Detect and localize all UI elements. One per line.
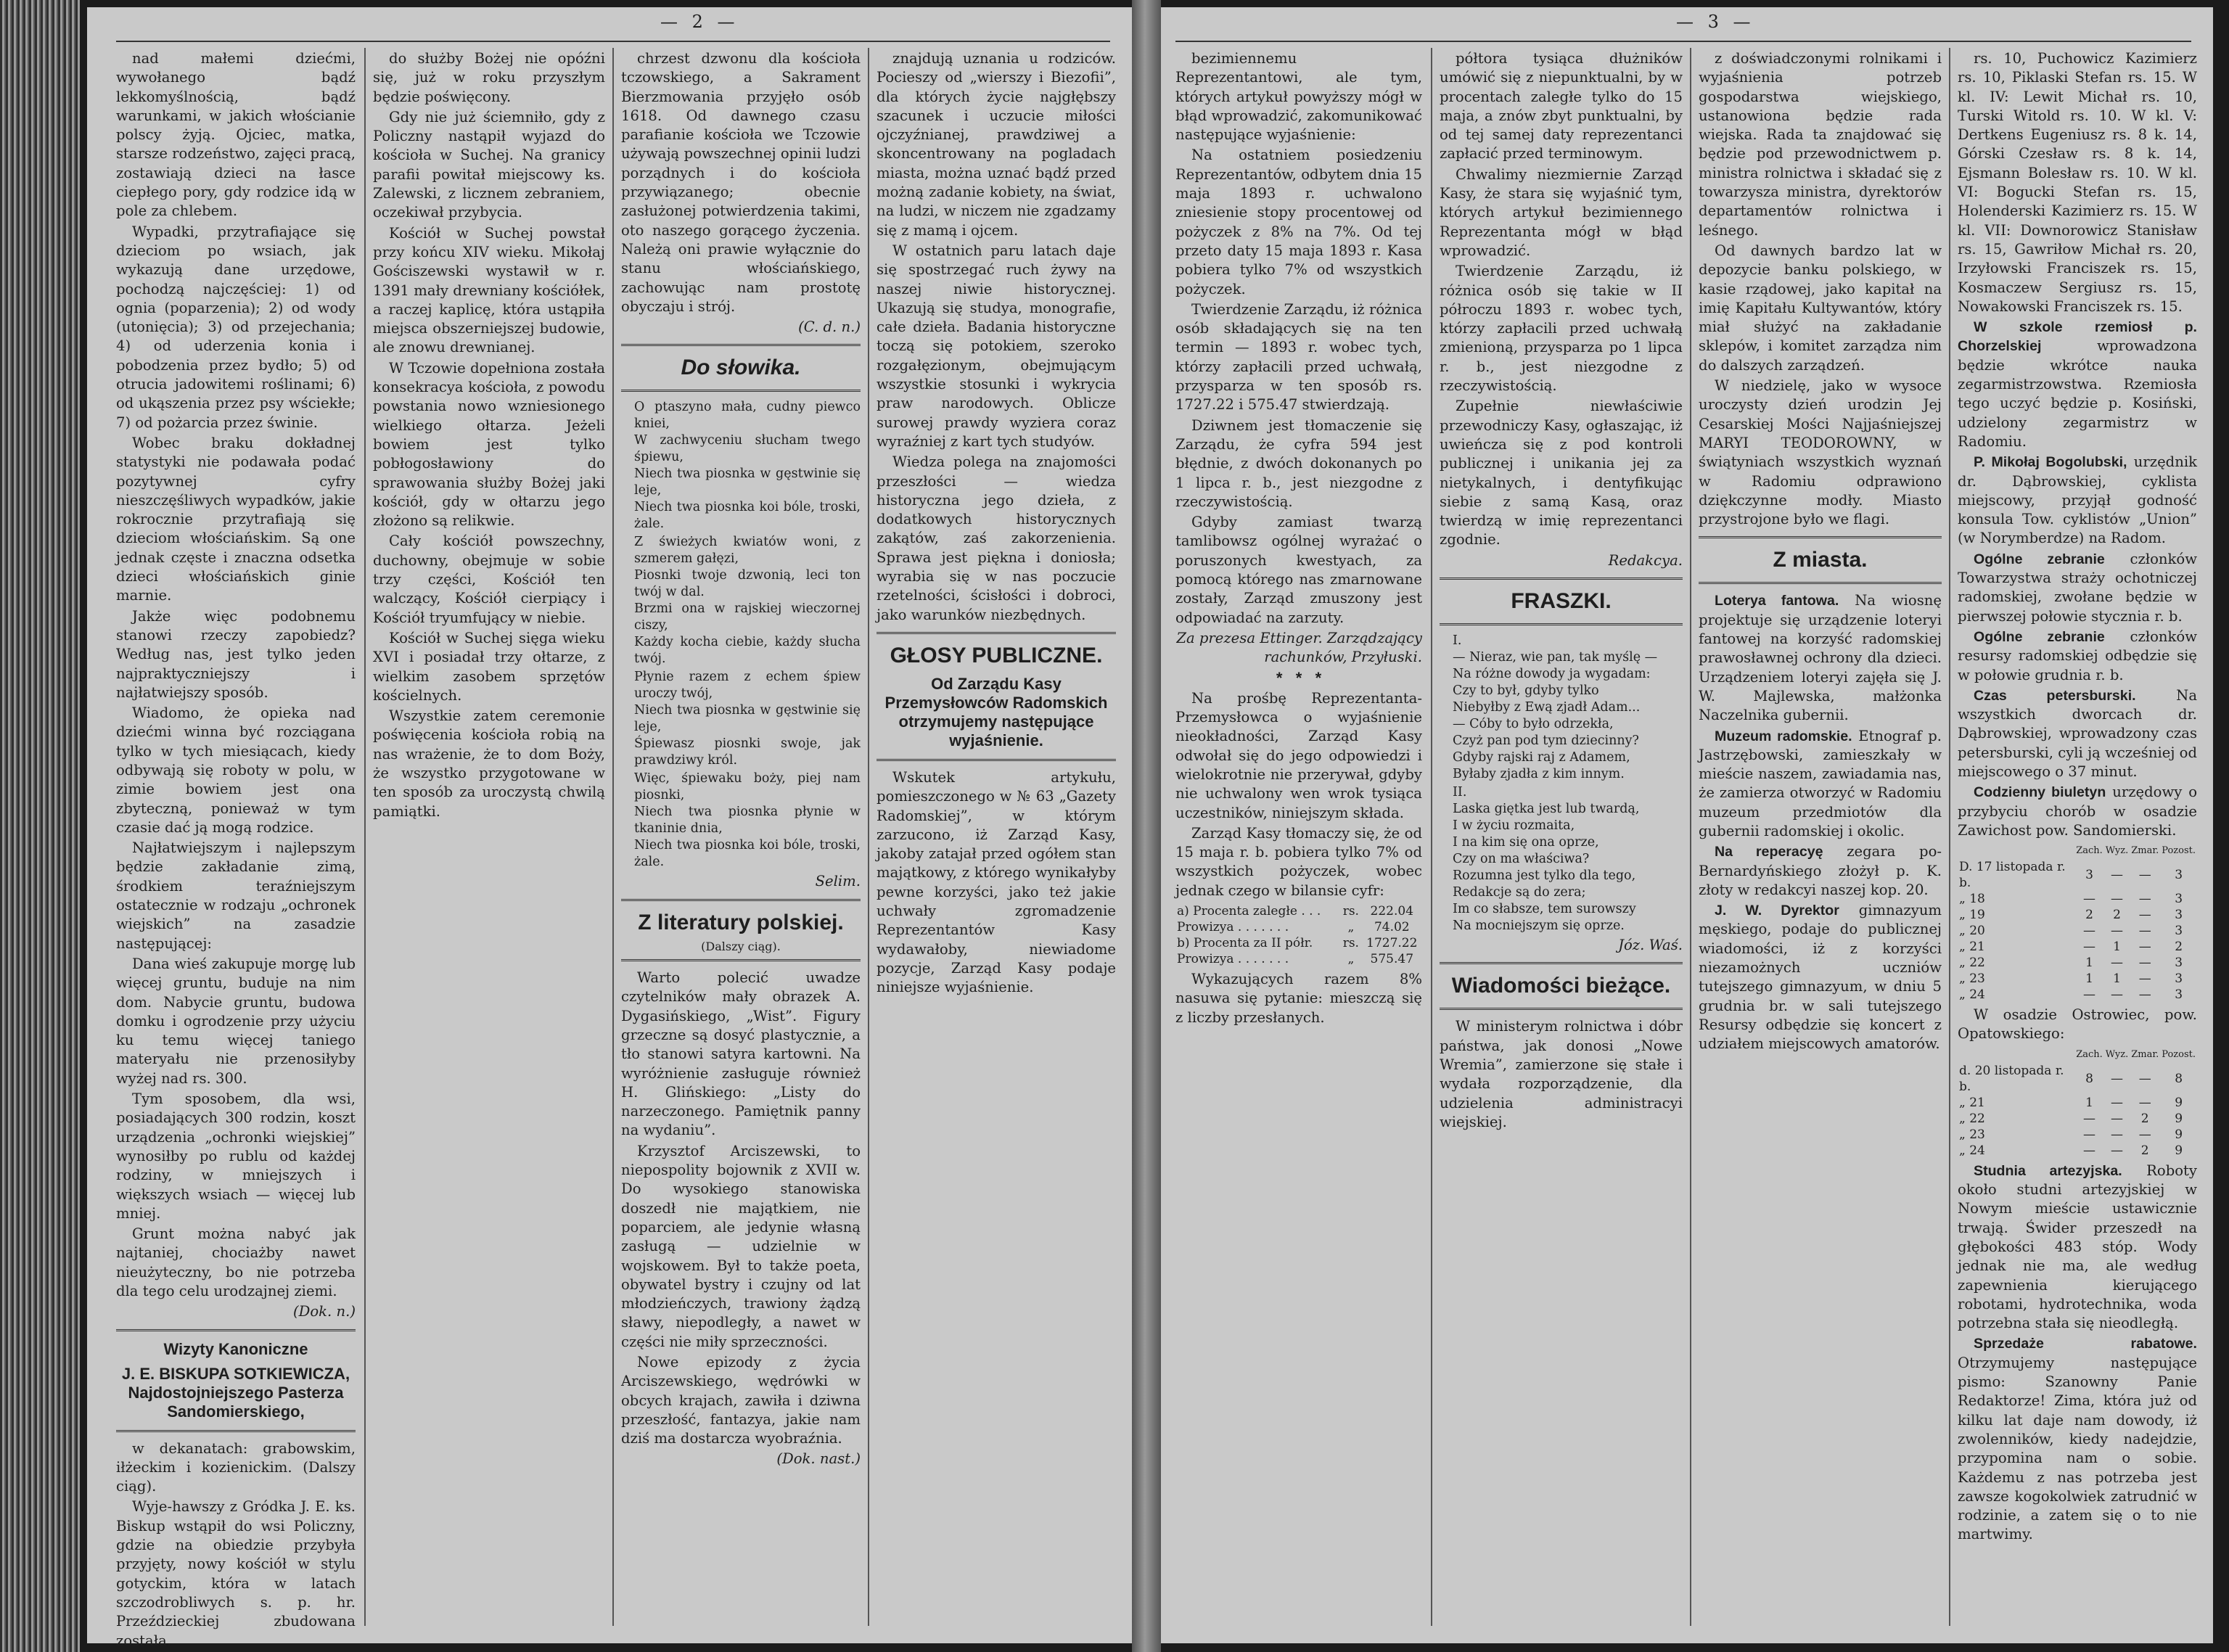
ledger-currency: „ xyxy=(1347,920,1355,935)
table-cell: 8 xyxy=(2175,1071,2183,1086)
table-cell: 1 xyxy=(2113,971,2121,987)
table-cell: — xyxy=(2111,868,2123,883)
table-cell: — xyxy=(2083,940,2095,955)
table-cell: 1 xyxy=(2085,1095,2093,1110)
paragraph xyxy=(1958,1334,2197,1544)
table-cell: 3 xyxy=(2175,868,2183,883)
table-cell: D. 17 listopada r. b. xyxy=(1959,860,2066,891)
column-rule xyxy=(612,48,614,1626)
page-number: — 3 — xyxy=(1676,12,1755,32)
paragraph xyxy=(1699,901,1942,1053)
table-cell: 2 xyxy=(2113,908,2121,923)
paragraph: Jakże więc podobnemu stanowi rzeczy zapobiedz? Według nas, jest tylko jeden najpraktyczniejszy i najłatwiejszy sposób. xyxy=(116,607,356,701)
table-row xyxy=(1958,907,2197,923)
literature-header xyxy=(621,899,861,961)
table-cell: 1 xyxy=(2085,956,2093,971)
table-cell: — xyxy=(2138,940,2151,955)
right-column-4 xyxy=(1958,49,2197,1629)
table-cell: 3 xyxy=(2175,987,2183,1003)
table-cell: 3 xyxy=(2175,892,2183,907)
lead-in: Codzienny biuletyn xyxy=(1974,784,2106,801)
paragraph: Cały kościół powszechny, duchowny, obejmuje w sobie trzy części, Kościół ten walczący, Kościół cierpiący i Kościół tryumfujący w niebie. xyxy=(373,533,605,626)
paragraph: Wiedza polega na znajomości przeszłości — wiedza historyczna jego dzieła, z dodatkowych historycznych zakątów, zaś zakorzenienia. Sprawa jest piękna i doniosła; wyrabia się w nas poczucie rzetelności, ścisłości i dobroci, jako warunków niezbędnych. xyxy=(877,453,1116,623)
table-cell: d. 20 listopada r. b. xyxy=(1959,1063,2064,1094)
table-cell: „ 20 xyxy=(1959,924,1985,939)
table-cell: 3 xyxy=(2175,956,2183,971)
header-rule xyxy=(1175,41,2191,42)
table-row xyxy=(1958,987,2197,1003)
table-cell: „ 23 xyxy=(1959,971,1985,987)
table-cell: 2 xyxy=(2140,1111,2149,1126)
ledger-label: b) Procenta za II półr. xyxy=(1177,936,1313,951)
left-column-2 xyxy=(373,49,605,1629)
body-text: członków resursy radomskiej odbędzie się w połowie grudnia r. b. xyxy=(1958,628,2197,683)
table-cell: 3 xyxy=(2085,868,2093,883)
table-cell: — xyxy=(2083,924,2095,939)
page-number: — 2 — xyxy=(660,12,739,32)
paragraph: Tym sposobem, dla wsi, posiadających 300 rodzin, koszt urządzenia „ochronki wiejskiej” wynosiłby po rublu od każdej rodziny, w mniejszych i większych wsiach — więcej lub mniej. xyxy=(116,1090,356,1222)
paragraph xyxy=(1699,591,1942,725)
table-row xyxy=(1175,935,1422,951)
right-column-1 xyxy=(1175,49,1422,1629)
table-cell: — xyxy=(2111,956,2123,971)
section-title: FRASZKI. xyxy=(1511,589,1612,614)
table-header-row xyxy=(1958,843,2197,859)
paragraph: Gdyby zamiast twarzą tamlibowsz ogólnej wyrażać o poruszonych kwestyach, za pomocą którego nas zmarnowane zostały, Zarząd zmuszony jest odpowiadać na zarzuty. xyxy=(1175,514,1422,626)
table-cell: „ 21 xyxy=(1959,940,1985,955)
ledger-currency: rs. xyxy=(1342,904,1359,919)
left-page xyxy=(87,7,1132,1649)
signature: Redakcya. xyxy=(1608,551,1683,569)
table-cell: „ 18 xyxy=(1959,892,1985,907)
paragraph: Gdy nie już ściemniło, gdy z Policzny nastąpił wyjazd do kościoła w Suchej. Na granicy parafii powitał miejscowy ks. Zalewski, z licznem zebraniem, oczekiwał przybycia. xyxy=(373,108,605,221)
lead-in: Ogólne zebranie xyxy=(1974,628,2105,645)
table-cell: — xyxy=(2111,924,2123,939)
table-row xyxy=(1175,903,1422,919)
lead-in: Na reperacyę xyxy=(1715,844,1823,860)
table-cell: 2 xyxy=(2140,1143,2149,1158)
table-cell: — xyxy=(2111,1111,2123,1126)
signature: Józ. Waś. xyxy=(1618,937,1683,954)
paragraph: Wypadki, przytrafiające się dzieciom po wsiach, jak wykazują dane urzędowe, pochodzą najczęściej: 1) od ognia (poparzenia); 2) od wody (utonięcia); 3) od przejechania; 4) od uderzenia konia i pobodzenia przez bydło; 5) od otrucia jadowitemi roślinami; 6) od ukąszenia przez psy wściekłe; 7) od pożarcia przez świnie. xyxy=(116,223,356,431)
poem-stanza: I. — Nieraz, wie pan, tak myślę — Na różne dowody ja wygadam: Czy to był, gdyby tylko Niebyłby z Ewą zjadł Adam... — Cóby to było odrzekła, Czyż pan pod tym dziecinny? Gdyby rajski raj z Adamem, Byłaby zjadła z kim innym. xyxy=(1453,633,1658,782)
lead-in: Czas petersburski. xyxy=(1974,687,2136,704)
section-title: Z literatury polskiej. xyxy=(638,910,844,934)
body-text: urzędowy o przybyciu chorób w osadzie Zawichost pow. Sandomierski. xyxy=(1958,784,2197,839)
paragraph xyxy=(1958,453,2197,548)
table-cell: — xyxy=(2083,892,2095,907)
paragraph: W osadzie Ostrowiec, pow. Opatowskiego: xyxy=(1958,1006,2197,1043)
paragraph: Wobec braku dokładnej statystyki nie podawała podać pozytywnej cyfry nieszczęśliwych wypadków, jakie rokrocznie przytrafiają się dzieciom włościańskim. Są one jednak częste i znaczna odsetka dzieci włościańskich ginie marnie. xyxy=(116,434,356,604)
table-header-row xyxy=(1958,1047,2197,1063)
table-header-cell: Wyz. xyxy=(2105,845,2129,857)
table-cell: — xyxy=(2138,1071,2151,1086)
body-text: Etnograf p. Jastrzębowski, zamieszkały w mieście naszem, zawiadamia nas, że zamierza otworzyć w Radomiu muzeum przedmiotów dla gubernii radomskiej i okolic. xyxy=(1699,727,1942,839)
paragraph xyxy=(1958,628,2197,685)
paragraph: Wskutek artykułu, pomieszczonego w № 63 „Gazety Radomskiej”, w którym zarzucono, iż Zarząd Kasy, jakoby zatajał przed ogółem stan majątkowy, z którego wynikałyby pewne korzyści, jako też jakie uchwały zgromadzenie Reprezentantów Kasy wydawałoby, niewiadome pozycje, Zarząd Kasy podaje niniejsze wyjaśnienie. xyxy=(877,768,1116,996)
signature: (Dok. n.) xyxy=(293,1303,356,1320)
body-text: wprowadzona będzie wkrótce nauka zegarmistrzowstwa. Rzemiosła tego uczyć będzie p. Kosiński, udzielony zegarmistrz w Radomiu. xyxy=(1958,337,2197,450)
lead-in: Muzeum radomskie. xyxy=(1715,728,1852,744)
table-cell: — xyxy=(2111,1127,2123,1142)
table-cell: — xyxy=(2138,908,2151,923)
header-rule xyxy=(116,41,1110,42)
paragraph: bezimiennemu Reprezentantowi, ale tym, których artykuł powyższy mógł w błąd wprowadzić, zakomunikować następujące wyjaśnienie: xyxy=(1175,50,1422,144)
paragraph: Twierdzenie Zarządu, iż różnica osób się takie w II półroczu 1893 r. wobec tych, którzy zapłacili przed uchwałą zmienioną, przysparza po 1 lipca r. b., jest niezgodne z rzeczywistością. xyxy=(1440,263,1683,395)
ledger-label: a) Procenta zaległe . . . xyxy=(1177,904,1321,919)
paragraph: Zupełnie niewłaściwie przewodniczy Kasy, ogłaszając, iż uwieńcza się z pod kontroli publicznej i unikania jej za nietykalnych, i dentyfikując siebie z samą Kasą, oraz twierdzą w imię reprezentanci zgodnie. xyxy=(1440,398,1683,548)
right-column-2 xyxy=(1440,49,1683,1629)
table-row xyxy=(1958,955,2197,971)
paragraph: Krzysztof Arciszewski, to niepospolity bojownik z XVII w. Do wysokiego stanowiska doszedł nie majątkiem, nie poparciem, ale jedynie własną zasługą — udzielnie w wojskowem. Był to także poeta, obywatel bystry i czujny od lat młodzieńczych, trawiony żądzą sławy, niepodległy, a nawet w części nie miły sprzeczności. xyxy=(621,1142,861,1350)
paragraph: Twierdzenie Zarządu, iż różnica osób składających się na ten termin — 1893 r. wobec tych, którzy zapłacili przed uchwałą, przysparza w ten sposób rs. 1727.22 i 575.47 stwierdzają. xyxy=(1175,300,1422,414)
fraszki-header xyxy=(1440,578,1683,625)
table-row xyxy=(1958,971,2197,987)
section-title: Wizyty Kanoniczne xyxy=(163,1339,308,1358)
table-cell: — xyxy=(2138,924,2151,939)
table-header-cell xyxy=(1958,1047,2074,1063)
table-cell: — xyxy=(2138,1095,2151,1110)
ledger-value: 74.02 xyxy=(1374,920,1410,935)
table-cell: „ 24 xyxy=(1959,1143,1985,1158)
table-cell: — xyxy=(2138,892,2151,907)
body-text: Roboty około studni artezyjskiej w Nowym mieście ustawicznie trwają. Świder przeszedł na głębokości 483 stóp. Wody jednak nie ma, ale według zapewnienia kierującego robotami, hydrotechnika, woda potrzebna stała się nieodległą. xyxy=(1958,1162,2197,1332)
poem-stanza: Płynie razem z echem śpiew uroczy twój, Niech twa piosnka w gęstwinie się leje, Śpiewasz piosnki swoje, jak prawdziwy król. xyxy=(634,670,861,768)
paragraph: Na prośbę Reprezentanta-Przemysłowca o wyjaśnienie nieokładności, Zarząd Kasy odwołał się do jego odpowiedzi i wielokrotnie nie przerywał, gdyby nie uchwalony wen wrok tysiąca uczestników, niniejszym składa. xyxy=(1175,689,1422,821)
table-cell: — xyxy=(2111,1143,2123,1158)
public-voices-header xyxy=(877,632,1116,761)
paragraph: Wszystkie zatem ceremonie poświęcenia kościoła robią na nas wrażenie, że to dom Boży, że wszystko przygotowane w ten sposób za uroczystą chwilą pamiątki. xyxy=(373,707,605,820)
body-text: członków Towarzystwa straży ochotniczej radomskiej, zwołane będzie w pierwszej połowie stycznia r. b. xyxy=(1958,550,2197,625)
paragraph: znajdują uznania u rodziców. Pocieszy od „wierszy i Biezofii”, dla których życie najgłębszy szacunek i uczucie miłości ojczyźnianej, prawdziwej a skoncentrowany na pogladach miasta, można uznać bądź przed możną zadanie kobiety, na świat, na ludzi, w niczem nie zgadzamy się z mamą i ojcem. xyxy=(877,50,1116,239)
lead-in: Studnia artezyjska. xyxy=(1974,1162,2122,1179)
paragraph xyxy=(1958,550,2197,626)
paragraph: Dziwnem jest tłomaczenie się Zarządu, że cyfra 594 jest błędnie, z dwóch dokonanych po 1 lipca r. b., jest niezgodne z rzeczywistością. xyxy=(1175,416,1422,510)
table-row xyxy=(1958,1143,2197,1159)
poem-stanza: II. Laska giętka jest lub twardą, I w życiu rozmaita, I na kim się ona oprze, Czy on ma właściwa? Rozumna jest tylko dla tego, Redakcje są do zera; Im co słabsze, tem surowszy Na mocniejszym się oprze. xyxy=(1453,785,1640,934)
left-column-3 xyxy=(621,49,861,1629)
table-cell: 8 xyxy=(2085,1071,2093,1086)
table-header-cell: Zach. xyxy=(2076,1048,2103,1060)
left-column-4 xyxy=(877,49,1116,1629)
poem-header xyxy=(621,344,861,392)
table-cell: 3 xyxy=(2175,908,2183,923)
table-header-cell: Zmar. xyxy=(2131,1048,2159,1060)
paragraph: Dana wieś zakupuje morgę lub więcej gruntu, buduje na nim dom. Nabycie gruntu, budowa domku i ogrodzenie przy użyciu ku temu więcej taniego materyału nie przenosiłyby wyżej nad rs. 300. xyxy=(116,955,356,1087)
poem-stanza: Więc, śpiewaku boży, piej nam piosnki, Niech twa piosnka płynie w tkaninie dnia, Niech twa piosnka koi bóle, troski, żale. xyxy=(634,771,861,870)
table-cell: — xyxy=(2111,987,2123,1003)
table-cell: „ 22 xyxy=(1959,1111,1985,1126)
body-text: gimnazyum męskiego, podaje do publicznej wiadomości, iż z korzyści niezamożnych uczniów tutejszego gimnazyum, w dniu 5 grudnia br. w sali tutejszego Resursy odbędzie się koncert z udziałem miejscowych amatorów. xyxy=(1699,902,1942,1053)
section-title: GŁOSY PUBLICZNE. xyxy=(890,643,1103,667)
table-cell: — xyxy=(2138,987,2151,1003)
paragraph: z doświadczonymi rolnikami i wyjaśnienia potrzeb gospodarstwa wiejskiego, ustanowiona będzie rada wiejska. Rada ta znajdować się będzie pod przewodnictwem p. ministra rolnictwa i składać się z towarzysza ministra, dyrektorów departamentów rolnictwa i leśnego. xyxy=(1699,50,1942,239)
lead-in: Ogólne zebranie xyxy=(1974,551,2105,567)
paragraph: półtora tysiąca dłużników umówić się z niepunktualni, by w procentach zaległe tylko do 15 maja, a znów zbyt punktualni, by od tej samej daty reprezentanci zapłacić przed terminowym. xyxy=(1440,50,1683,163)
right-column-3 xyxy=(1699,49,1942,1629)
cholera-table-zawichost xyxy=(1958,843,2197,1003)
table-cell: „ 21 xyxy=(1959,1095,1985,1110)
paragraph: rs. 10, Puchowicz Kazimierz rs. 10, Piklaski Stefan rs. 15. W kl. IV: Lewit Michał rs. 10, Turski Witold rs. 10. W kl. V: Dertkens Eugeniusz rs. 8 k. 14, Górski Czesław rs. 8 k. 14, Ejsmann Bolesław rs. 10. W kl. VI: Bogucki Stefan rs. 15, Holenderski Kazimierz rs. 15. W kl. VII: Downorowicz Stanisław rs. 15, Gawriłow Michał rs. 20, Irzyłowski Franciszek rs. 15, Kosmaczew Sergiusz rs. 15, Nowakowski Franciszek rs. 15. xyxy=(1958,50,2197,315)
paragraph xyxy=(1958,318,2197,451)
table-cell: 9 xyxy=(2175,1095,2183,1110)
paragraph: Od dawnych bardzo lat w depozycie banku polskiego, w kasie rządowej, jako kapitał na imię Kapitału Kultywantów, który miał służyć na zakładanie sklepów, i komitet zarządza nim do dalszych zarządzeń. xyxy=(1699,242,1942,374)
table-row xyxy=(1958,1063,2197,1095)
body-text: Na wszystkich dworcach dr. Dąbrowskiej, wprowadzony czas petersburski, cyli ją wcześniej od miejscowego o 37 minut. xyxy=(1958,686,2197,780)
ledger-value: 575.47 xyxy=(1370,952,1414,967)
paragraph: Warto polecić uwadze czytelników mały obrazek A. Dygasińskiego, „Wist”. Figury grzeczne są dosyć plastycznie, a tło stanowi satyra kartowni. Na wyróżnienie zasługuje również H. Glińskiego: „Listy do narzeczonego. Pamiętnik panny na wydaniu”. xyxy=(621,969,861,1139)
city-header xyxy=(1699,536,1942,584)
paragraph: W niedzielę, jako w wysoce uroczysty dzień urodzin Jej Cesarskiej Mości Najjaśniejszej MARYI TEODOROWNY, w świątyniach wszystkich wyznań w Radomiu odprawiono dziękczynne modły. Miasto przystrojone było we flagi. xyxy=(1699,377,1942,528)
table-row xyxy=(1958,891,2197,907)
signature: Za prezesa Ettinger. Zarządzający rachunków, Przyłuski. xyxy=(1176,629,1422,666)
paragraph: do służby Bożej nie opóźni się, już w roku przyszłym będzie poświęcony. xyxy=(373,50,605,105)
paragraph: Nowe epizody z życia Arciszewskiego, wędrówki w obcych krajach, zawiła i dziwna przeszłość, fantazya, jakie nam dziś ma dostarcza wyobraźnia. xyxy=(621,1353,861,1447)
table-cell: 9 xyxy=(2175,1143,2183,1158)
paragraph: nad małemi dziećmi, wywołanego bądź lekkomyślnością, bądź warunkami, w jakich włościanie polscy żyją. Ojciec, matka, starsze rodzeństwo, zajęci pracą, zostawiają dzieci na łasce ciepłego pory, gdy rodzice idą w pole za chlebem. xyxy=(116,50,356,220)
column-rule xyxy=(364,48,366,1626)
table-cell: 1 xyxy=(2085,971,2093,987)
table-row xyxy=(1175,951,1422,967)
table-cell: — xyxy=(2083,987,2095,1003)
section-title: Wiadomości bieżące. xyxy=(1451,974,1671,998)
table-cell: 3 xyxy=(2175,924,2183,939)
lead-in: Sprzedaże rabatowe. xyxy=(1974,1336,2197,1352)
table-cell: 9 xyxy=(2175,1127,2183,1142)
paragraph: Kościół w Suchej sięga wieku XVI i posiadał trzy ołtarze, z wielkim zasobem sprzętów kościelnych. xyxy=(373,629,605,704)
table-cell: — xyxy=(2111,892,2123,907)
body-text: Na wiosnę projektuje się urządzenie loteryi fantowej na korzyść radomskiej prawosławnej ochrony dla dzieci. Urządzeniem loteryi zajęła się J. W. Majlewska, małżonka Naczelnika gubernii. xyxy=(1699,592,1942,724)
table-row xyxy=(1958,1111,2197,1127)
poem-stanza: O ptaszyno mała, cudny piewco kniei, W zachwyceniu słucham twego śpiewu, Niech twa piosnka w gęstwinie się leje, Niech twa piosnka koi bóle, troski, żale. xyxy=(634,400,861,532)
section-title: Z miasta. xyxy=(1773,548,1868,572)
table-cell: — xyxy=(2138,956,2151,971)
lead-in: W szkole rzemiosł p. Chorzelskiej xyxy=(1958,319,2197,355)
paragraph: Zarząd Kasy tłomaczy się, że od 15 maja r. b. pobiera tylko 7% od wszystkich pożyczek, wobec jednak czego w bilansie cyfr: xyxy=(1175,824,1422,899)
cholera-table-ostrowiec xyxy=(1958,1047,2197,1159)
paragraph: w dekanatach: grabowskim, iłżeckim i kozienickim. (Dalszy ciąg). xyxy=(116,1439,356,1495)
column-rule xyxy=(1949,48,1950,1626)
table-cell: 3 xyxy=(2175,971,2183,987)
paragraph: Chwalimy niezmiernie Zarząd Kasy, że stara się wyjaśnić tym, których artykuł bezimiennego Reprezentanta mógł w błąd wprowadzić. xyxy=(1440,165,1683,259)
paragraph: W Tczowie dopełniona została konsekracya kościoła, z powodu powstania nowo wzniesionego wielkiego ołtarza. Jeżeli bowiem jest tylko pobłogosławiony do sprawowania służby Bożej jaki kościół, gdy w ołtarzu jego złożono są relikwie. xyxy=(373,359,605,530)
visits-header xyxy=(116,1329,356,1432)
paragraph: Wykazujących razem 8% nasuwa się pytanie: mieszczą się z liczby przesłanych. xyxy=(1175,971,1422,1026)
paragraph: Najłatwiejszym i najlepszym będzie zakładanie zimą, środkiem teraźniejszym ostatecznie w rodzaju „ochronek wiejskich” na zasadzie następującej: xyxy=(116,839,356,952)
signature: (Dok. nast.) xyxy=(776,1450,861,1468)
paragraph: chrzest dzwonu dla kościoła tczowskiego, a Sakrament Bierzmowania przyjęło osób 1618. Od dawnego czasu parafianie kościoła we Tczowie używają powszechnej opinii ludzi porządnych i do kościoła przywiązanego; obecnie zasłużonej potwierdzenia takimi, oto naszego gorącego życzenia. Należą oni prawie wyłącznie do stanu włościańskiego, zachowując nam prostotę obyczaju i strój. xyxy=(621,50,861,315)
right-page xyxy=(1161,7,2213,1643)
column-rule xyxy=(868,48,869,1626)
table-cell: „ 23 xyxy=(1959,1127,1985,1142)
asterisks-divider: * * * xyxy=(1276,668,1322,687)
poem-title: Do słowika. xyxy=(681,356,801,380)
table-cell: — xyxy=(2138,1127,2151,1142)
table-cell: — xyxy=(2083,1111,2095,1126)
table-cell: „ 19 xyxy=(1959,908,1985,923)
section-subtitle: Od Zarządu Kasy Przemysłowców Radomskich otrzymujemy następujące wyjaśnienie. xyxy=(884,674,1108,749)
column-rule xyxy=(1690,48,1691,1626)
table-cell: — xyxy=(2138,971,2151,987)
paragraph xyxy=(1699,727,1942,842)
table-cell: 9 xyxy=(2175,1111,2183,1126)
signature: (C. d. n.) xyxy=(798,319,861,336)
table-header-cell: Pozost. xyxy=(2162,845,2196,857)
body-text: urzędnik dr. Dąbrowskiej, cyklista miejscowy, przyjął godność konsula Tow. cyklistów „Union” (w Norymberdze) na Radom. xyxy=(1958,453,2197,547)
ledger-currency: rs. xyxy=(1342,936,1359,951)
table-header-cell: Wyz. xyxy=(2105,1048,2129,1060)
paragraph: Kościół w Suchej powstał przy końcu XIV wieku. Mikołaj Gościszewski wystawił w r. 1391 mały drewniany kościółek, a raczej kaplicę, która ustąpiła miejsca obszerniejszej budowie, ale znowu drewnianej. xyxy=(373,224,605,356)
table-header-cell xyxy=(1958,843,2074,859)
ledger-value: 222.04 xyxy=(1370,904,1414,919)
ledger-currency: „ xyxy=(1347,952,1355,967)
table-cell: — xyxy=(2138,868,2151,883)
table-row xyxy=(1958,859,2197,891)
table-cell: — xyxy=(2111,1095,2123,1110)
table-row xyxy=(1958,1127,2197,1143)
paragraph xyxy=(1958,783,2197,840)
body-text: zegara po-Bernardyńskiego złożył p. K. złoty w redakcyi naszej kop. 20. xyxy=(1699,843,1942,898)
paragraph xyxy=(1699,842,1942,900)
paragraph: Grunt można nabyć jak najtaniej, chociażby nawet nieużyteczny, bo nie potrzeba dla tego celu urodzajnej ziemi. xyxy=(116,1225,356,1299)
table-cell: 2 xyxy=(2085,908,2093,923)
book-gutter xyxy=(1132,0,1161,1652)
table-header-cell: Zach. xyxy=(2076,845,2103,857)
table-cell: „ 22 xyxy=(1959,956,1985,971)
body-text: Otrzymujemy następujące pismo: Szanowny Panie Redaktorze! Zima, która już od kilku lat daje nam dowody, iż zwolenników, kiedy nadejdzie, przypomina nam o sobie. Każdemu z nas potrzeba jest zawsze kogokolwiek zatrudnić w rodzinie, a zatem się o to nie martwimy. xyxy=(1958,1354,2197,1543)
ledger-label: Prowizya . . . . . . . xyxy=(1177,920,1289,935)
book-page-edges xyxy=(0,0,80,1652)
news-header xyxy=(1440,962,1683,1010)
lead-in: Loterya fantowa. xyxy=(1715,593,1839,609)
paragraph xyxy=(1958,1162,2197,1333)
table-cell: 1 xyxy=(2113,940,2121,955)
table-header-cell: Zmar. xyxy=(2131,845,2159,857)
ledger-value: 1727.22 xyxy=(1366,936,1418,951)
table-row xyxy=(1958,1095,2197,1111)
section-subtitle: (Dalszy ciąg). xyxy=(701,939,781,953)
ledger-label: Prowizya . . . . . . . xyxy=(1177,952,1289,967)
lead-in: J. W. Dyrektor xyxy=(1715,903,1839,919)
table-cell: — xyxy=(2083,1127,2095,1142)
paragraph: Wyje-hawszy z Gródka J. E. ks. Biskup wstąpił do wsi Policzny, gdzie na obiedzie przybyła przyjęty, nowy kościół w stylu gotyckim, która w latach szczodrobliwych s. p. hr. Przeździeckiej zbudowana została. xyxy=(116,1498,356,1649)
table-row xyxy=(1175,919,1422,935)
signature: Selim. xyxy=(815,873,861,890)
paragraph: Wiadomo, że opieka nad dziećmi winna być rozciągana tylko w tych miesiącach, kiedy odbywają się roboty w polu, w zimie bowiem jest ona zbyteczną, ponieważ w tym czasie dać ją mogą rodzice. xyxy=(116,704,356,836)
table-cell: — xyxy=(2111,1071,2123,1086)
table-row xyxy=(1958,939,2197,955)
column-rule xyxy=(1431,48,1432,1626)
table-cell: — xyxy=(2083,1143,2095,1158)
left-column-1 xyxy=(116,49,356,1649)
ledger-table xyxy=(1175,903,1422,967)
paragraph xyxy=(1958,686,2197,781)
lead-in: P. Mikołaj Bogolubski, xyxy=(1974,454,2127,471)
paragraph: W ostatnich paru latach daje się spostrzegać ruch żywy na naszej niwie historycznej. Ukazują się studya, monografie, całe dzieła. Badania historyczne toczą się potokiem, szeroko rozgałęzionym, obejmującym wszystkie stosunki i wykrycia praw narodowych. Oblicze surowej prawdy wyziera coraz wyraźniej z kart tych studyów. xyxy=(877,242,1116,450)
table-cell: 2 xyxy=(2175,940,2183,955)
section-title: J. E. BISKUPA SOTKIEWICZA, Najdostojniejszego Pasterza Sandomierskiego, xyxy=(121,1364,350,1421)
paragraph: Na ostatniem posiedzeniu Reprezentantów, odbytem dnia 15 maja 1893 r. uchwalono zniesienie stopy procentowej od pożyczek z 8% na 7%. Od tej przeto daty 15 maja 1893 r. Kasa pobiera tylko 7% od wszystkich pożyczek. xyxy=(1175,147,1422,297)
table-header-cell: Pozost. xyxy=(2162,1048,2196,1060)
paragraph: W ministerym rolnictwa i dóbr państwa, jak donosi „Nowe Wremia”, zamierzone się stałe i wydała rozporządzenie, dla udzielenia administracyi wiejskiej. xyxy=(1440,1018,1683,1130)
poem-stanza: Z świeżych kwiatów woni, z szmerem gałęzi, Piosnki twoje dzwonią, leci ton twój w dal. Brzmi ona w rajskiej wieczornej ciszy, Każdy kocha ciebie, każdy słucha twój. xyxy=(634,535,861,667)
table-cell: „ 24 xyxy=(1959,987,1985,1003)
table-row xyxy=(1958,923,2197,939)
